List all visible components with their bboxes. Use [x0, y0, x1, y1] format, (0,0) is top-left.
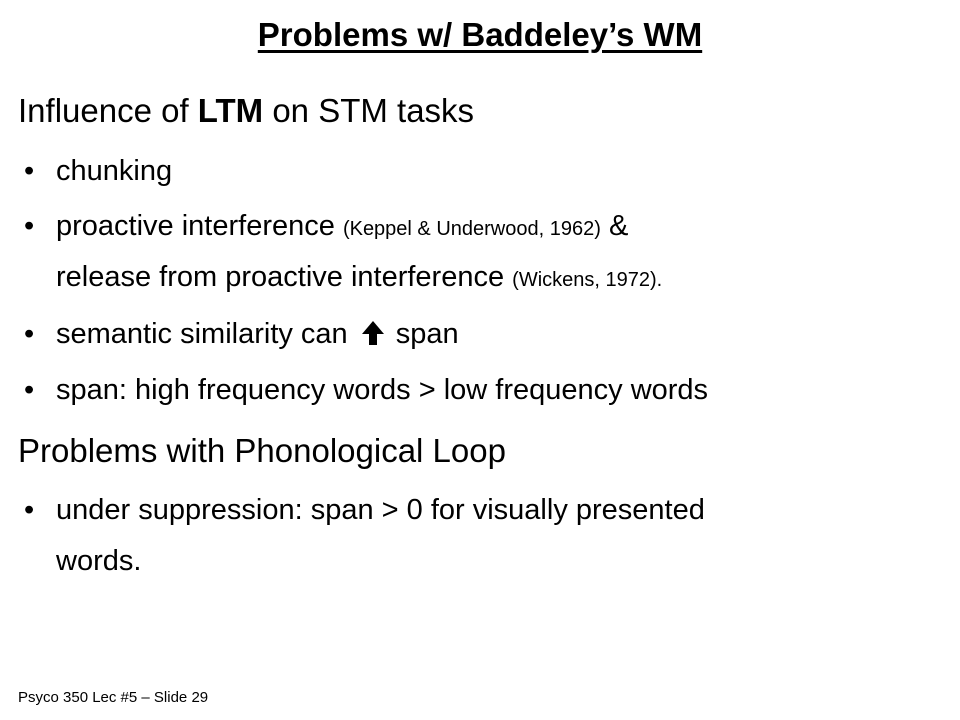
section-heading-suffix: on STM tasks [263, 92, 475, 129]
bullet-chunking: chunking [56, 155, 173, 187]
bullet-dot: • [24, 155, 35, 187]
release-citation: (Wickens, 1972). [512, 269, 663, 291]
pi-ampersand: & [608, 210, 629, 242]
bullet-dot: • [24, 318, 35, 350]
bullet-dot: • [24, 210, 35, 242]
bullet-word-frequency: span: high frequency words > low frequency words [56, 374, 709, 406]
bullet-semantic-similarity [56, 318, 459, 351]
release-text: release from proactive interference [56, 261, 505, 293]
bullet-release-line [56, 261, 662, 294]
semantic-text-pre: semantic similarity can [56, 318, 348, 350]
slide-title: Problems w/ Baddeley’s WM [257, 16, 703, 53]
slide-footer: Psyco 350 Lec #5 – Slide 29 [18, 689, 209, 706]
section-heading-phonological-loop: Problems with Phonological Loop [18, 432, 506, 469]
section-heading-prefix: Influence of [18, 92, 198, 129]
bullet-dot: • [24, 494, 35, 526]
bullet-dot: • [24, 374, 35, 406]
semantic-text-post: span [395, 318, 459, 350]
section-heading-bold: LTM [197, 92, 264, 129]
up-arrow-icon [360, 320, 386, 346]
pi-text: proactive interference [56, 210, 335, 242]
pi-citation: (Keppel & Underwood, 1962) [342, 218, 601, 240]
bullet-suppression-line1: under suppression: span > 0 for visually presented [56, 494, 705, 526]
bullet-proactive-interference [56, 210, 628, 243]
bullet-suppression-line2: words. [56, 545, 142, 577]
section-heading-ltm [18, 92, 474, 130]
